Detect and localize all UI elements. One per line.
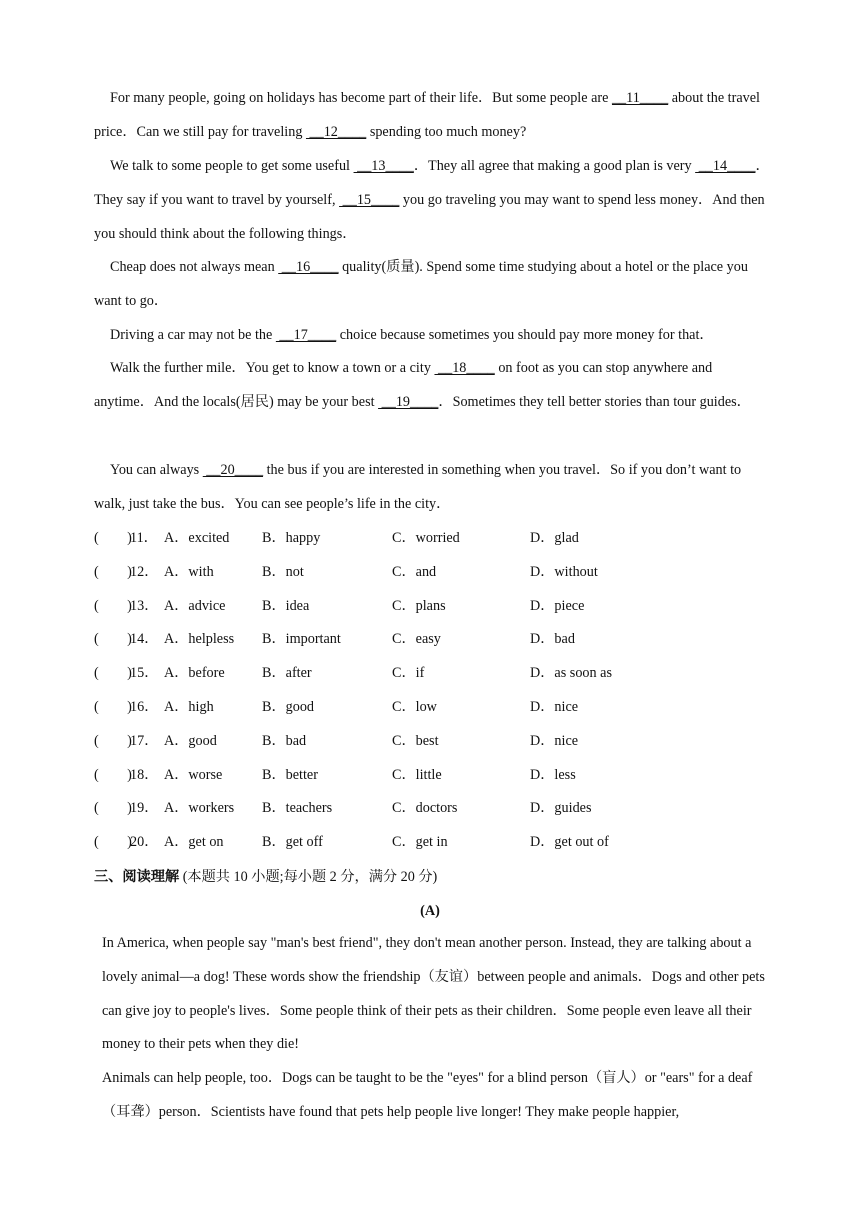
cloze-blank: __12____ — [305, 123, 367, 140]
option-c: C．low — [392, 699, 437, 715]
paragraph-text: on foot as you can stop anywhere and anytime．And the locals(居民) may be your best — [94, 360, 713, 410]
question-row — [94, 826, 774, 860]
option-d: D．bad — [530, 631, 575, 648]
cloze-paragraph-3 — [94, 251, 770, 319]
question-number: 17． — [130, 732, 159, 749]
option-a: A．with — [164, 563, 214, 580]
option-b: B．not — [262, 563, 304, 580]
option-a: A．high — [164, 699, 214, 715]
cloze-blank: __13____ — [353, 158, 414, 174]
question-row — [94, 657, 774, 691]
question-row — [94, 556, 774, 590]
option-d: D．nice — [530, 699, 579, 715]
answer-bracket: ( ) — [94, 631, 132, 648]
question-number: 20． — [130, 834, 159, 851]
option-b: B．bad — [262, 732, 307, 749]
option-d: D．guides — [530, 800, 592, 817]
cloze-blank: __14____ — [695, 158, 756, 174]
cloze-blank: __16____ — [278, 259, 339, 275]
option-a: A．helpless — [164, 631, 235, 648]
option-d: D．piece — [530, 597, 585, 614]
option-b: B．better — [262, 766, 318, 783]
question-row — [94, 759, 774, 793]
option-b: B．get off — [262, 834, 323, 851]
option-a: A．get on — [164, 834, 224, 851]
cloze-blank: __18____ — [434, 360, 495, 376]
option-b: B．important — [262, 631, 341, 648]
option-a: A．advice — [164, 597, 226, 614]
section-note: (本题共 10 小题;每小题 2 分，满分 20 分) — [179, 869, 438, 885]
option-c: C．plans — [392, 597, 446, 614]
cloze-paragraph-6 — [94, 454, 770, 522]
answer-bracket: ( ) — [94, 530, 132, 546]
answer-bracket: ( ) — [94, 665, 132, 682]
option-b: B．idea — [262, 597, 310, 614]
paragraph-text: Walk the further mile．You get to know a town or a city — [110, 360, 435, 376]
question-number: 18． — [130, 766, 159, 783]
answer-bracket: ( ) — [94, 563, 132, 580]
option-b: B．after — [262, 665, 312, 682]
question-row — [94, 792, 774, 826]
question-number: 13． — [130, 597, 159, 614]
question-number: 12． — [130, 563, 159, 580]
section-title: 三、阅读理解 — [94, 869, 180, 885]
cloze-blank: __19____ — [378, 393, 439, 410]
answer-bracket: ( ) — [94, 800, 132, 817]
paragraph-text: the bus if you are interested in something when you travel．So if you don’t want to walk, just take the bus．You can see people’s life in the city． — [94, 462, 742, 512]
option-d: D．without — [530, 563, 598, 580]
question-number: 16． — [130, 699, 159, 715]
option-d: D．get out of — [530, 834, 609, 851]
reading-paragraph-1: In America, when people say "man's best friend", they don't mean another person. Instead, they are talking about a lovely animal—a dog! These words show the friendship（友谊）between people and animals．Dogs and other pets can give joy to people's lives．Some people think of their pets as their children．Some people even leave all their money to their pets when they die! — [102, 935, 765, 1053]
section-heading — [94, 862, 437, 892]
paragraph-text: For many people, going on holidays has become part of their life．But some people are — [110, 90, 612, 106]
option-c: C．worried — [392, 530, 460, 546]
cloze-blank: __20____ — [202, 462, 264, 478]
option-b: B．happy — [262, 530, 321, 546]
option-c: C．doctors — [392, 800, 458, 817]
question-row — [94, 522, 774, 556]
cloze-blank: __17____ — [275, 327, 337, 343]
option-a: A．before — [164, 665, 225, 682]
paragraph-text: ．They say if you want to travel by yourself, — [94, 158, 770, 208]
question-number: 19． — [130, 800, 159, 817]
cloze-paragraph-1 — [94, 82, 770, 150]
question-row — [94, 623, 774, 657]
option-c: C．easy — [392, 631, 441, 648]
cloze-paragraph-5 — [94, 352, 770, 420]
option-b: B．good — [262, 699, 315, 715]
question-number: 14． — [130, 631, 159, 648]
option-d: D．glad — [530, 530, 579, 546]
option-c: C．if — [392, 665, 425, 682]
passage-label: (A) — [420, 903, 440, 919]
paragraph-text: Driving a car may not be the — [110, 327, 276, 343]
cloze-blank: __11____ — [611, 90, 669, 106]
option-d: D．nice — [530, 732, 579, 749]
paragraph-text: quality(质量). Spend some time studying about a hotel or the place you want to go． — [94, 259, 748, 309]
option-a: A．good — [164, 732, 217, 749]
answer-bracket: ( ) — [94, 699, 132, 715]
question-row — [94, 590, 774, 624]
option-c: C．and — [392, 563, 437, 580]
reading-paragraph-2: Animals can help people, too．Dogs can be taught to be the "eyes" for a blind person（盲人）or "ears" for a deaf（耳聋）person．Scientists have found that pets help people live longer! They make people happier, — [102, 1070, 753, 1120]
paragraph-text: spending too much money? — [366, 123, 527, 140]
paragraph-text: We talk to some people to get some useful — [110, 158, 354, 174]
cloze-paragraph-2 — [94, 150, 770, 251]
option-b: B．teachers — [262, 800, 333, 817]
paragraph-text: choice because sometimes you should pay more money for that． — [336, 327, 714, 343]
answer-bracket: ( ) — [94, 766, 132, 783]
paragraph-text: you go traveling you may want to spend less money．And then you should think about the following things． — [94, 191, 765, 242]
paragraph-text: ．They all agree that making a good plan is very — [413, 158, 696, 174]
paragraph-text: You can always — [110, 462, 203, 478]
answer-bracket: ( ) — [94, 834, 132, 851]
answer-bracket: ( ) — [94, 597, 132, 614]
option-a: A．workers — [164, 800, 235, 817]
paragraph-text: ．Sometimes they tell better stories than tour guides． — [438, 393, 751, 410]
option-c: C．get in — [392, 834, 448, 851]
cloze-paragraph-4 — [94, 319, 770, 353]
cloze-blank: __15____ — [339, 191, 400, 208]
question-number: 15． — [130, 665, 159, 682]
paragraph-text: about the travel price．Can we still pay for traveling — [94, 90, 760, 140]
question-number: 11． — [130, 530, 158, 546]
question-row — [94, 691, 774, 725]
option-c: C．little — [392, 766, 442, 783]
option-d: D．less — [530, 766, 576, 783]
option-a: A．excited — [164, 530, 230, 546]
answer-bracket: ( ) — [94, 732, 132, 749]
option-a: A．worse — [164, 766, 223, 783]
question-row — [94, 725, 774, 759]
paragraph-text: Cheap does not always mean — [110, 259, 279, 275]
option-c: C．best — [392, 732, 439, 749]
option-d: D．as soon as — [530, 665, 612, 682]
